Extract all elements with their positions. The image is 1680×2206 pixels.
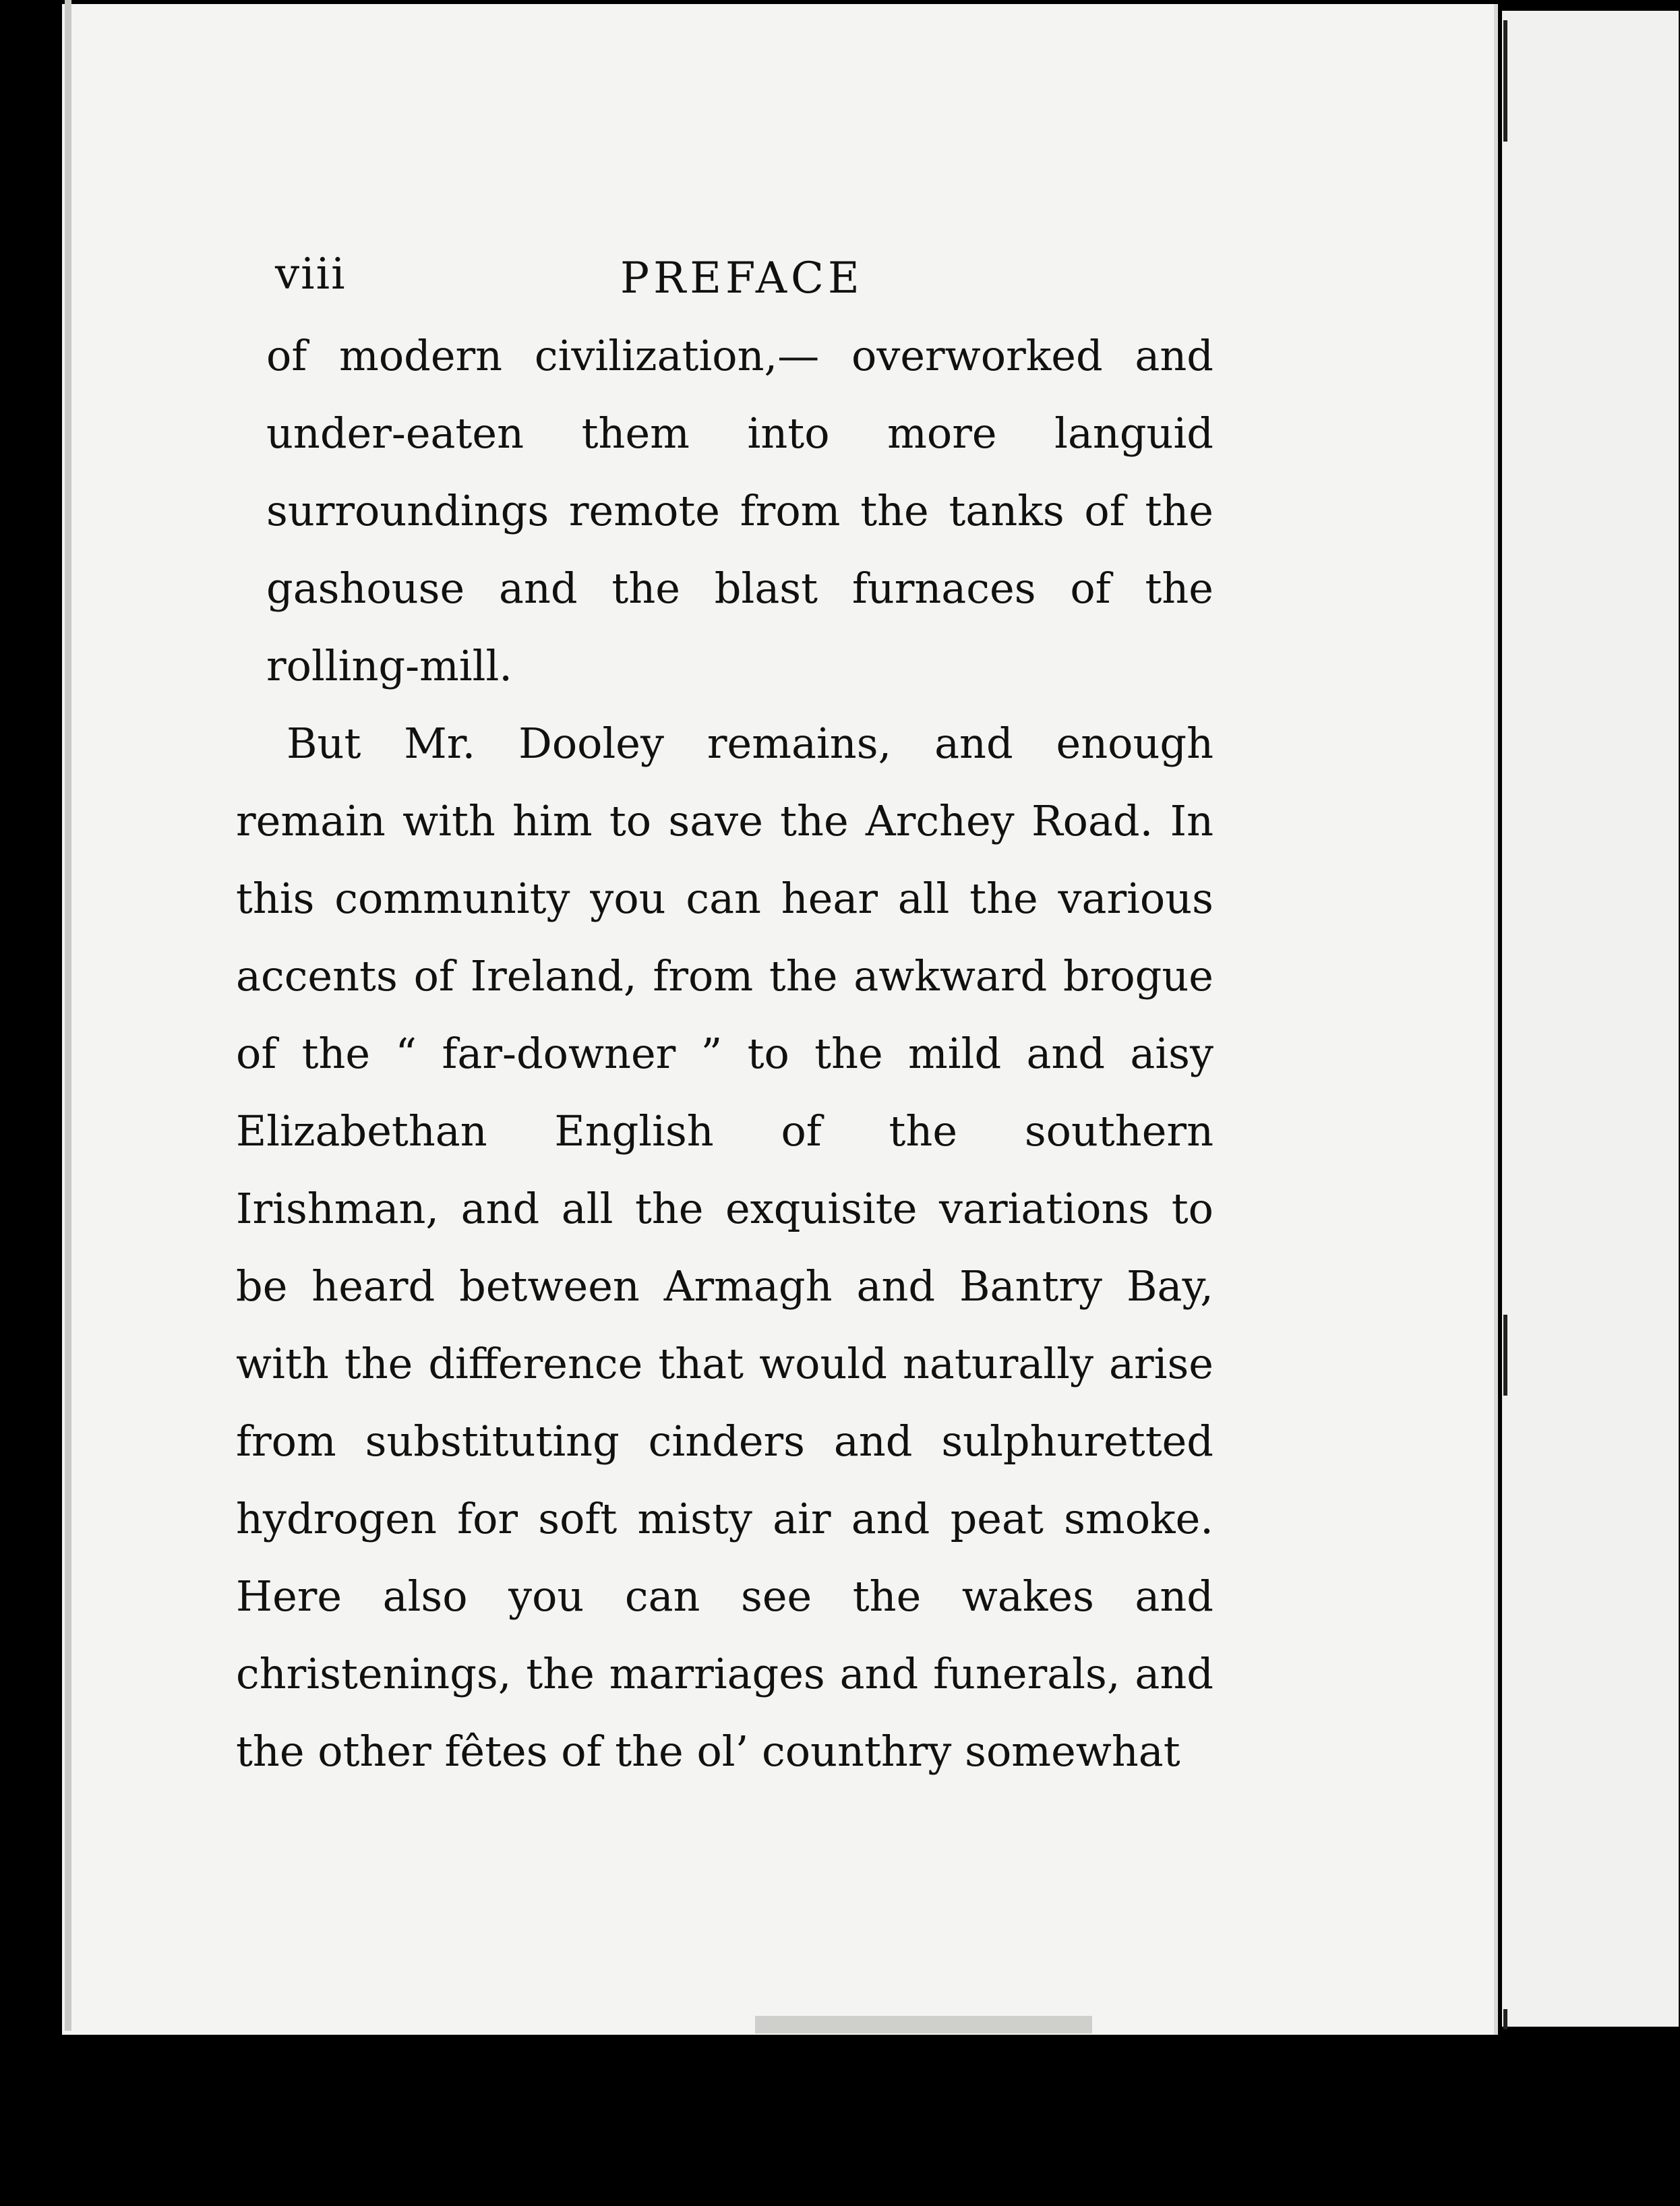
gutter-mark-top [1503, 20, 1507, 142]
text-block [202, 236, 1213, 1790]
gutter-mark-bottom [1503, 2009, 1507, 2029]
next-page-edge [1502, 11, 1679, 2027]
running-head: PREFACE [620, 254, 864, 303]
page-bottom-shadow [755, 2016, 1092, 2033]
paragraph-2: But Mr. Dooley remains, and enough remain with him to save the Archey Road. In this community you can hear all the various accents of Ireland, from the awkward brogue of the “ far-downer ” to the mild and aisy Elizabethan English of the southern Irishman, and all the exquisite variations to be heard between Armagh and Bantry Bay, with the difference that would naturally arise from substituting cinders and sulphuretted hydrogen for soft misty air and peat smoke. Here also you can see the wakes and christenings, the marriages and funerals, and the other fêtes of the ol’ counthry somewhat [236, 719, 1213, 1776]
page-number: viii [275, 249, 347, 299]
page-shadow [65, 0, 71, 2031]
paragraph-1: of modern civilization,— overworked and under-eaten them into more languid surroundings remote from the tanks of the gashouse and the blast furnaces of the rolling-mill. [266, 331, 1213, 690]
page-header [202, 236, 1213, 317]
gutter-mark-middle [1503, 1315, 1507, 1396]
